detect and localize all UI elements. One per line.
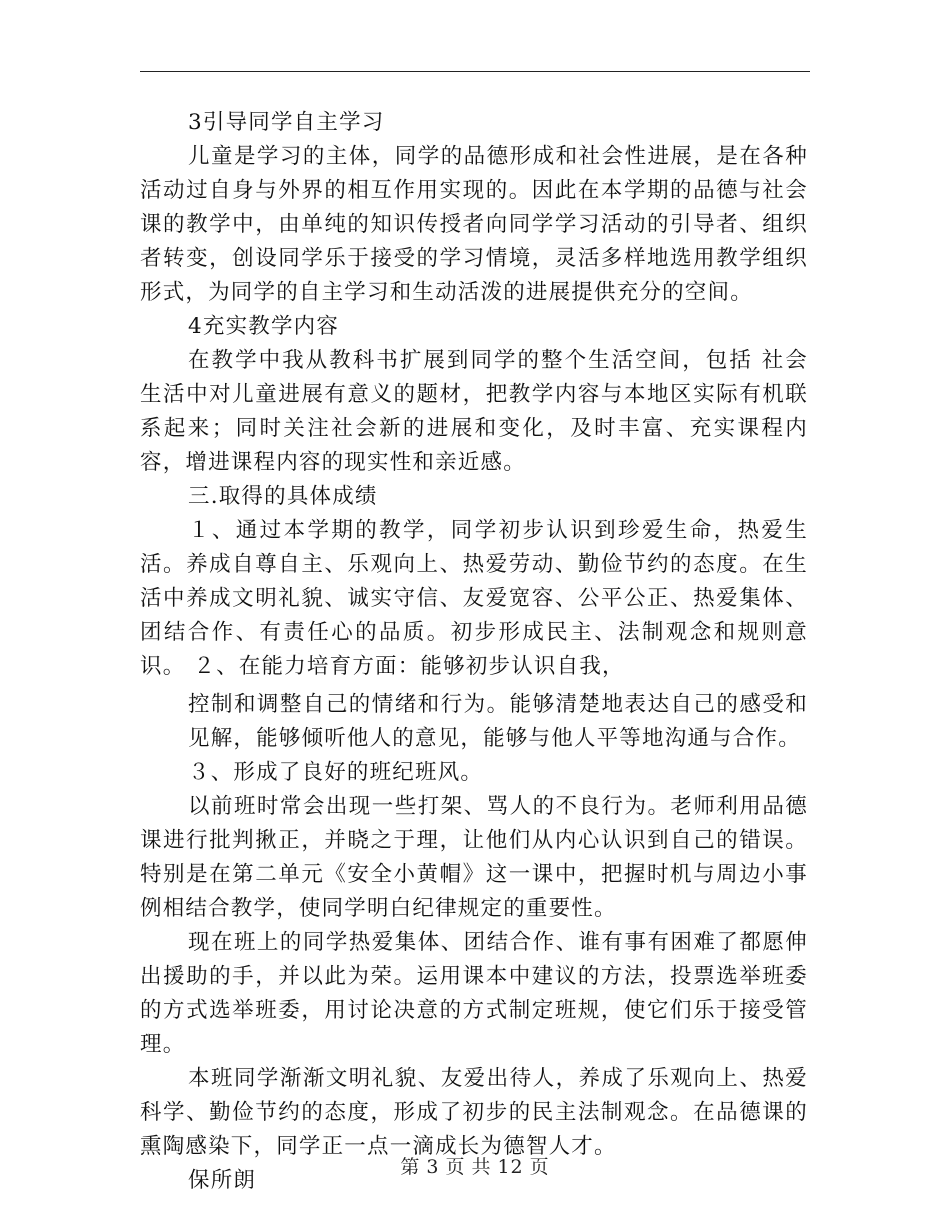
paragraph: 现在班上的同学热爱集体、团结合作、谁有事有困难了都愿伸出援助的手，并以此为荣。运用课本中建议的方法，投票选举班委的方式选举班委，用讨论决意的方式制定班规，使它们乐于接受管理。	[140, 930, 808, 1057]
paragraph: 在教学中我从教科书扩展到同学的整个生活空间，包括 社会生活中对儿童进展有意义的题材，把教学内容与本地区实际有机联系起来；同时关注社会新的进展和变化，及时丰富、充实课程内容，增进课程内容的现实性和亲近感。	[140, 348, 808, 475]
paragraph: １、通过本学期的教学，同学初步认识到珍爱生命，热爱生活。养成自尊自主、乐观向上、热爱劳动、勤俭节约的态度。在生活中养成文明礼貌、诚实守信、友爱宽容、公平公正、热爱集体、团结合作、有责任心的品质。初步形成民主、法制观念和规则意识。 ２、在能力培育方面：能够初步认识自我，	[140, 518, 808, 679]
paragraph: 以前班时常会出现一些打架、骂人的不良行为。老师利用品德课进行批判揪正，并晓之于理，让他们从内心认识到自己的错误。特别是在第二单元《安全小黄帽》这一课中，把握时机与周边小事例相结合教学，使同学明白纪律规定的重要性。	[140, 794, 808, 921]
page-footer	[0, 1152, 950, 1179]
footer-label-di: 第	[400, 1156, 421, 1178]
paragraph-heading: ３、形成了良好的班纪班风。	[188, 760, 484, 785]
footer-label-gong: 共	[471, 1156, 492, 1178]
section-heading-3: 3引导同学自主学习	[188, 110, 385, 135]
total-page-count: 12	[497, 1156, 524, 1178]
section-heading-achievements: 三.取得的具体成绩	[188, 484, 378, 509]
header-rule	[140, 71, 810, 72]
paragraph: 保所朗	[188, 1168, 257, 1193]
paragraph: 儿童是学习的主体，同学的品德形成和社会性进展，是在各种活动过自身与外界的相互作用实现的。因此在本学期的品德与社会课的教学中，由单纯的知识传授者向同学学习活动的引导者、组织者转变，创设同学乐于接受的学习情境，灵活多样地选用教学组织形式，为同学的自主学习和生动活泼的进展提供充分的空间。	[140, 144, 808, 305]
paragraph: 控制和调整自己的情绪和行为。能够清楚地表达自己的感受和见解，能够倾听他人的意见，能够与他人平等地沟通与合作。	[188, 692, 808, 751]
footer-label-ye: 页	[445, 1156, 466, 1178]
current-page-number: 3	[426, 1156, 440, 1178]
section-heading-4: 4充实教学内容	[188, 314, 340, 339]
footer-label-ye2: 页	[529, 1156, 550, 1178]
document-body	[140, 106, 808, 1198]
paragraph: 本班同学渐渐文明礼貌、友爱出待人，养成了乐观向上、热爱科学、勤俭节约的态度，形成了初步的民主法制观念。在品德课的熏陶感染下，同学正一点一滴成长为德智人才。	[140, 1066, 808, 1159]
